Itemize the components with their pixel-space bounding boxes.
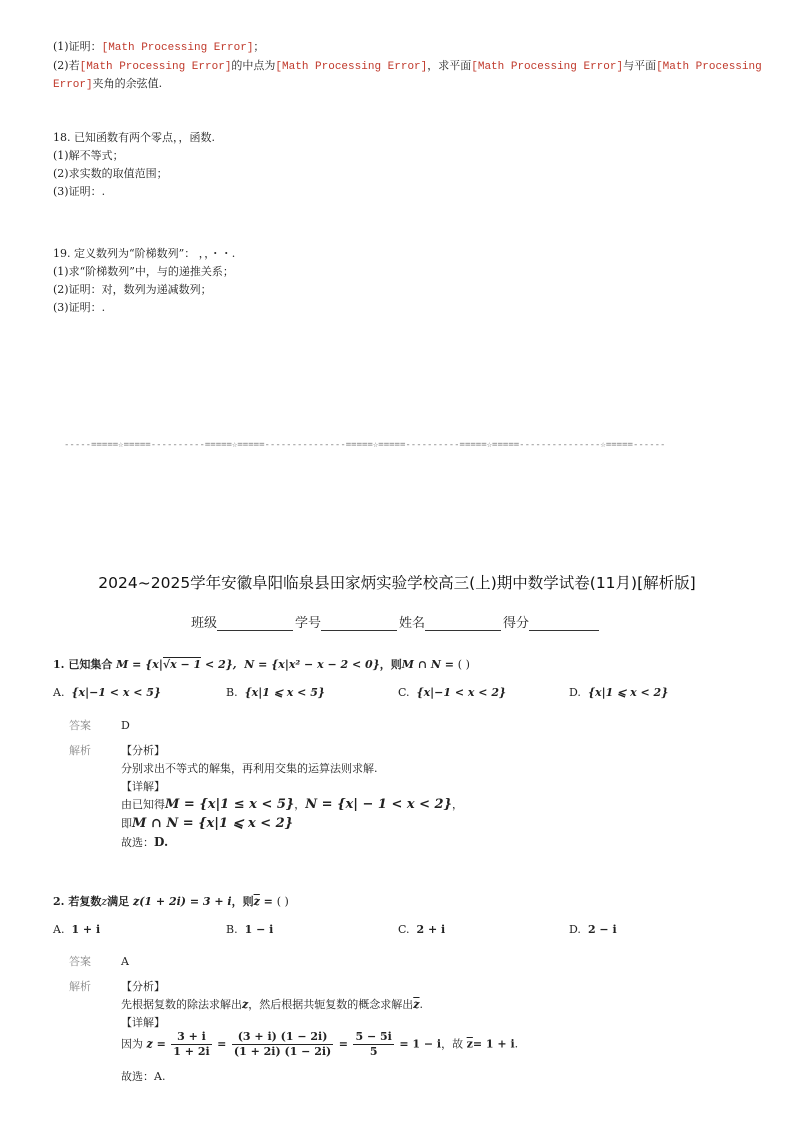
q1-math-intersection: M ∩ N = <box>401 658 454 671</box>
text: 满足 <box>107 895 130 908</box>
math: M = {x|1 ≤ x < 5} <box>165 797 295 812</box>
q2-math-conj: $\overline{z}$ = <box>253 895 273 908</box>
score-blank <box>529 617 599 631</box>
class-label: 班级 <box>191 616 218 631</box>
option-text: 1 − i <box>244 923 274 936</box>
option-letter: A. <box>53 686 65 699</box>
option-letter: C. <box>398 686 410 699</box>
q2-stem: 2. 若复数z满足 z(1 + 2i) = 3 + i，则$\overline{z}$ = ( ) <box>53 895 289 908</box>
exam-title: 2024~2025学年安徽阜阳临泉县田家炳实验学校高三(上)期中数学试卷(11月)[解析版] <box>98 574 696 592</box>
frac-den: (1 + 2i) (1 − 2i) <box>233 1045 332 1058</box>
q1-stem-text2: ，则 <box>379 658 402 671</box>
math-error-text: Error] <box>53 79 93 91</box>
q18-part2: (2)求实数的取值范围； <box>53 167 168 180</box>
q19-part2: (2)证明：对，数列为递减数列； <box>53 283 212 296</box>
text: 与平面 <box>623 59 657 72</box>
name-label: 姓名 <box>399 616 426 631</box>
math: D. <box>154 835 169 849</box>
q19-part3: (3)证明：. <box>53 301 106 314</box>
q1-choice <box>121 833 168 852</box>
option-letter: D. <box>569 686 581 699</box>
q1-option-d[interactable] <box>569 684 668 702</box>
text: 夹角的余弦值. <box>92 77 163 90</box>
name-blank <box>425 617 501 631</box>
q2-option-a[interactable] <box>53 921 100 939</box>
q19-stem: 19. 定义数列为“阶梯数列”： ，，・・. <box>53 247 236 260</box>
score-label: 得分 <box>503 616 530 631</box>
q18-part3: (3)证明：. <box>53 185 106 198</box>
q2-fenxi-heading: 【分析】 <box>121 980 165 993</box>
q1-stem <box>53 656 470 674</box>
q2-option-c[interactable] <box>398 921 445 939</box>
text: ， <box>451 798 463 811</box>
math-error-text: [Math Processing Error] <box>101 42 254 54</box>
text: 2. 若复数 <box>53 895 102 908</box>
fraction <box>353 1030 393 1059</box>
math: = 1 + i <box>472 1037 515 1051</box>
q18-stem: 18. 已知函数有两个零点，，函数. <box>53 131 215 144</box>
text: 即 <box>121 817 132 830</box>
option-text: {x|−1 < x < 5} <box>71 686 161 699</box>
math: M ∩ N = {x|1 ⩽ x < 2} <box>132 816 294 831</box>
text: ，则 <box>231 895 254 908</box>
math-error-text: [Math Processing <box>656 61 762 73</box>
option-letter: B. <box>226 686 238 699</box>
q2-answer-blank: ( ) <box>276 895 289 908</box>
q1-fenxi-text: 分别求出不等式的解集，再利用交集的运算法则求解. <box>121 762 378 775</box>
option-text: 1 + i <box>71 923 101 936</box>
frac-num: (3 + i) (1 − 2i) <box>232 1030 333 1045</box>
q1-answer-value: D <box>121 719 130 732</box>
text: (2)若 <box>53 59 80 72</box>
q1-answer-label: 答案 <box>69 719 91 732</box>
q18-part1: (1)解不等式； <box>53 149 124 162</box>
frac-num: 5 − 5i <box>355 1030 392 1043</box>
option-letter: B. <box>226 923 238 936</box>
q1-fenxi-heading: 【分析】 <box>121 744 165 757</box>
q1-option-b[interactable] <box>226 684 325 702</box>
q1-detail-line1 <box>121 796 463 814</box>
student-id-label: 学号 <box>295 616 322 631</box>
q2-option-d[interactable] <box>569 921 617 939</box>
text: ， <box>294 798 306 811</box>
q1-detail-line2 <box>121 815 293 833</box>
q2-detail-equation: 因为 z = $\frac{3 + i}{1 + 2i}$ = $\frac{(3 + i) (1 - 2i)}{(1 + 2i) (1 - 2i)}$ = $\frac{5 - 5i}{5}$ = 1 − i，故 $\overline{z}= 1 + i$. <box>121 1030 519 1058</box>
text: ，故 <box>441 1037 464 1051</box>
option-text: {x|−1 < x < 2} <box>416 686 507 699</box>
q2-answer-label: 答案 <box>69 955 91 968</box>
math: N = {x| − 1 < x < 2} <box>305 797 452 812</box>
prev-part1-line <box>53 38 264 57</box>
frac-num: 3 + i <box>171 1030 211 1045</box>
option-letter: D. <box>569 923 581 936</box>
q1-answer-blank: ( ) <box>457 658 470 671</box>
q2-fenxi-text: 先根据复数的除法求解出z，然后根据共轭复数的概念求解出$\overline{z}$. <box>121 998 423 1011</box>
option-letter: A. <box>53 923 65 936</box>
frac-den: 1 + 2i <box>173 1045 210 1058</box>
frac-den: 5 <box>369 1045 378 1058</box>
fraction <box>232 1030 333 1059</box>
text: 因为 <box>121 1037 143 1051</box>
math: = 1 − i <box>399 1037 442 1051</box>
class-blank <box>217 617 293 631</box>
q1-math-sets: M = {x|√x − 1 < 2}, N = {x|x² − x − 2 < 0} <box>116 658 380 671</box>
q2-answer-value: A <box>121 955 129 968</box>
page-divider: -----=====☆=====----------=====☆=====---------------=====☆=====----------=====☆=====---------------☆=====------ <box>64 440 666 450</box>
q1-analysis-label: 解析 <box>69 744 91 757</box>
option-text: {x|1 ⩽ x < 2} <box>587 686 669 699</box>
option-letter: C. <box>398 923 410 936</box>
option-text: 2 + i <box>416 923 446 936</box>
student-id-blank <box>321 617 397 631</box>
q2-analysis-label: 解析 <box>69 980 91 993</box>
q1-option-a[interactable] <box>53 684 161 702</box>
text: 故选： <box>121 836 154 849</box>
fraction <box>171 1030 211 1059</box>
text: ，然后根据共轭复数的概念求解出 <box>248 998 414 1011</box>
student-info-line <box>191 612 601 631</box>
text: ，求平面 <box>427 59 472 72</box>
text: 的中点为 <box>231 59 276 72</box>
text: 由已知得 <box>121 798 165 811</box>
q1-option-c[interactable] <box>398 684 506 702</box>
prev-part2-line <box>53 57 762 76</box>
math-error-text: [Math Processing Error] <box>79 61 232 73</box>
q2-option-b[interactable] <box>226 921 273 939</box>
q2-math-equation: z(1 + 2i) = 3 + i <box>132 895 232 908</box>
q2-xiangjie-heading: 【详解】 <box>121 1016 165 1029</box>
q1-xiangjie-heading: 【详解】 <box>121 780 165 793</box>
prev-part1-label: (1)证明： <box>53 40 102 53</box>
math-error-text: [Math Processing Error] <box>275 61 428 73</box>
math-error-text: [Math Processing Error] <box>471 61 624 73</box>
option-text: 2 − i <box>587 923 617 936</box>
prev-part2-line-cont <box>53 75 162 94</box>
q1-stem-text: 1. 已知集合 <box>53 658 113 671</box>
punct: ； <box>253 42 265 54</box>
option-text: {x|1 ⩽ x < 5} <box>244 686 325 699</box>
text: 先根据复数的除法求解出 <box>121 998 242 1011</box>
q19-part1: (1)求“阶梯数列”中，与的递推关系； <box>53 265 234 278</box>
q2-choice: 故选：A. <box>121 1070 166 1083</box>
